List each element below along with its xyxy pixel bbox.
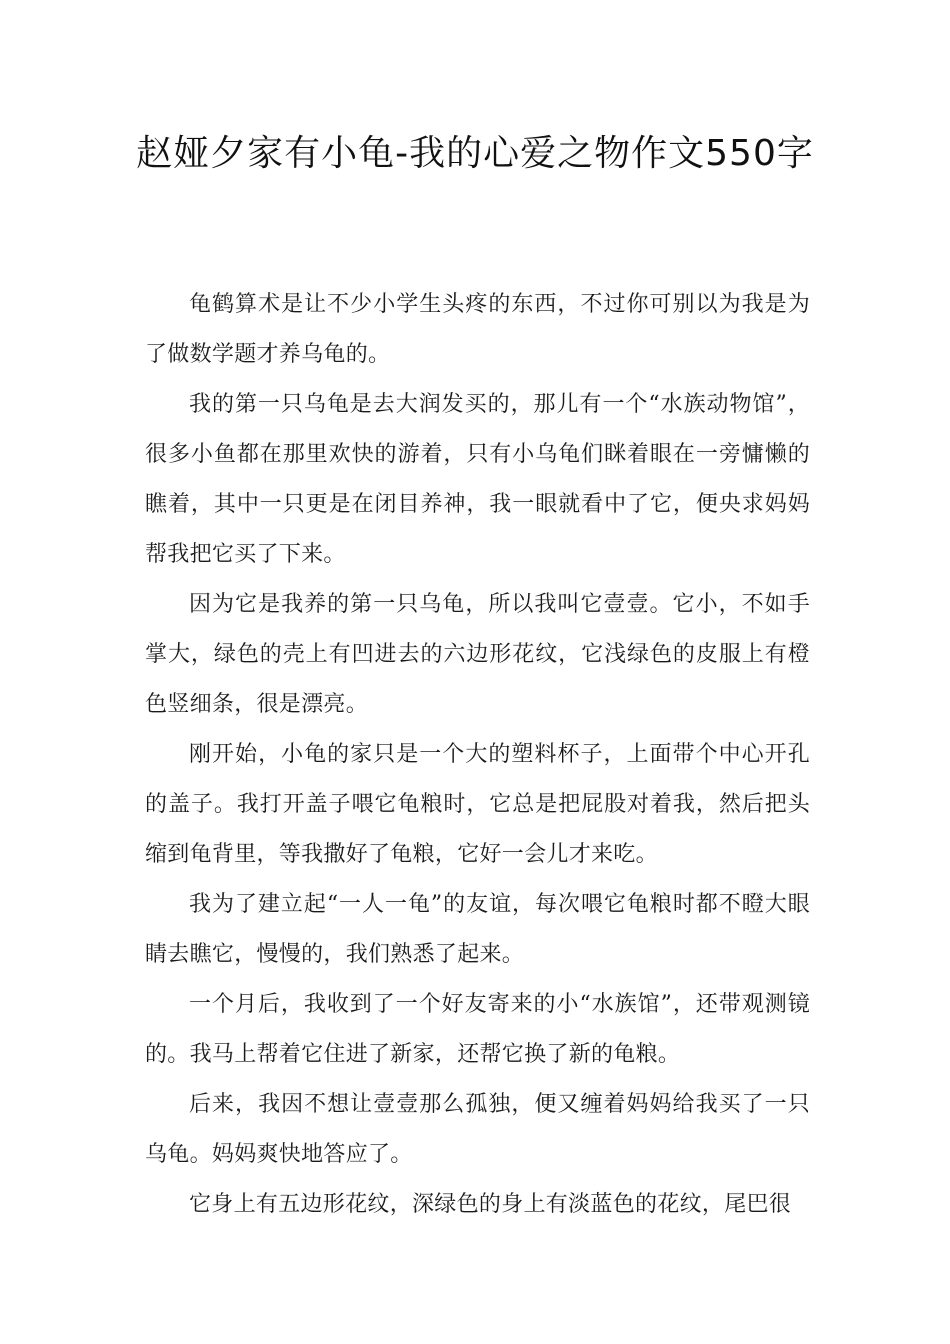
paragraph: 刚开始，小龟的家只是一个大的塑料杯子，上面带个中心开孔的盖子。我打开盖子喂它龟粮时，它总是把屁股对着我，然后把头缩到龟背里，等我撒好了龟粮，它好一会儿才来吃。: [145, 742, 810, 867]
paragraph: 一个月后，我收到了一个好友寄来的小“水族馆”，还带观测镜的。我马上帮着它住进了新家，还帮它换了新的龟粮。: [145, 992, 810, 1067]
paragraph: 我的第一只乌龟是去大润发买的，那儿有一个“水族动物馆”，很多小鱼都在那里欢快的游着，只有小乌龟们眯着眼在一旁慵懒的瞧着，其中一只更是在闭目养神，我一眼就看中了它，便央求妈妈帮我把它买了下来。: [145, 392, 810, 567]
paragraph: 因为它是我养的第一只乌龟，所以我叫它壹壹。它小，不如手掌大，绿色的壳上有凹进去的六边形花纹，它浅绿色的皮服上有橙色竖细条，很是漂亮。: [145, 592, 810, 717]
document-body: [145, 280, 810, 1230]
paragraph: 我为了建立起“一人一龟”的友谊，每次喂它龟粮时都不瞪大眼睛去瞧它，慢慢的，我们熟悉了起来。: [145, 892, 810, 967]
paragraph: 龟鹤算术是让不少小学生头疼的东西，不过你可别以为我是为了做数学题才养乌龟的。: [145, 292, 810, 367]
document-title: 赵娅夕家有小龟-我的心爱之物作文550字: [136, 133, 814, 174]
paragraph: 后来，我因不想让壹壹那么孤独，便又缠着妈妈给我买了一只乌龟。妈妈爽快地答应了。: [145, 1092, 810, 1167]
paragraph: 它身上有五边形花纹，深绿色的身上有淡蓝色的花纹，尾巴很: [189, 1192, 792, 1217]
